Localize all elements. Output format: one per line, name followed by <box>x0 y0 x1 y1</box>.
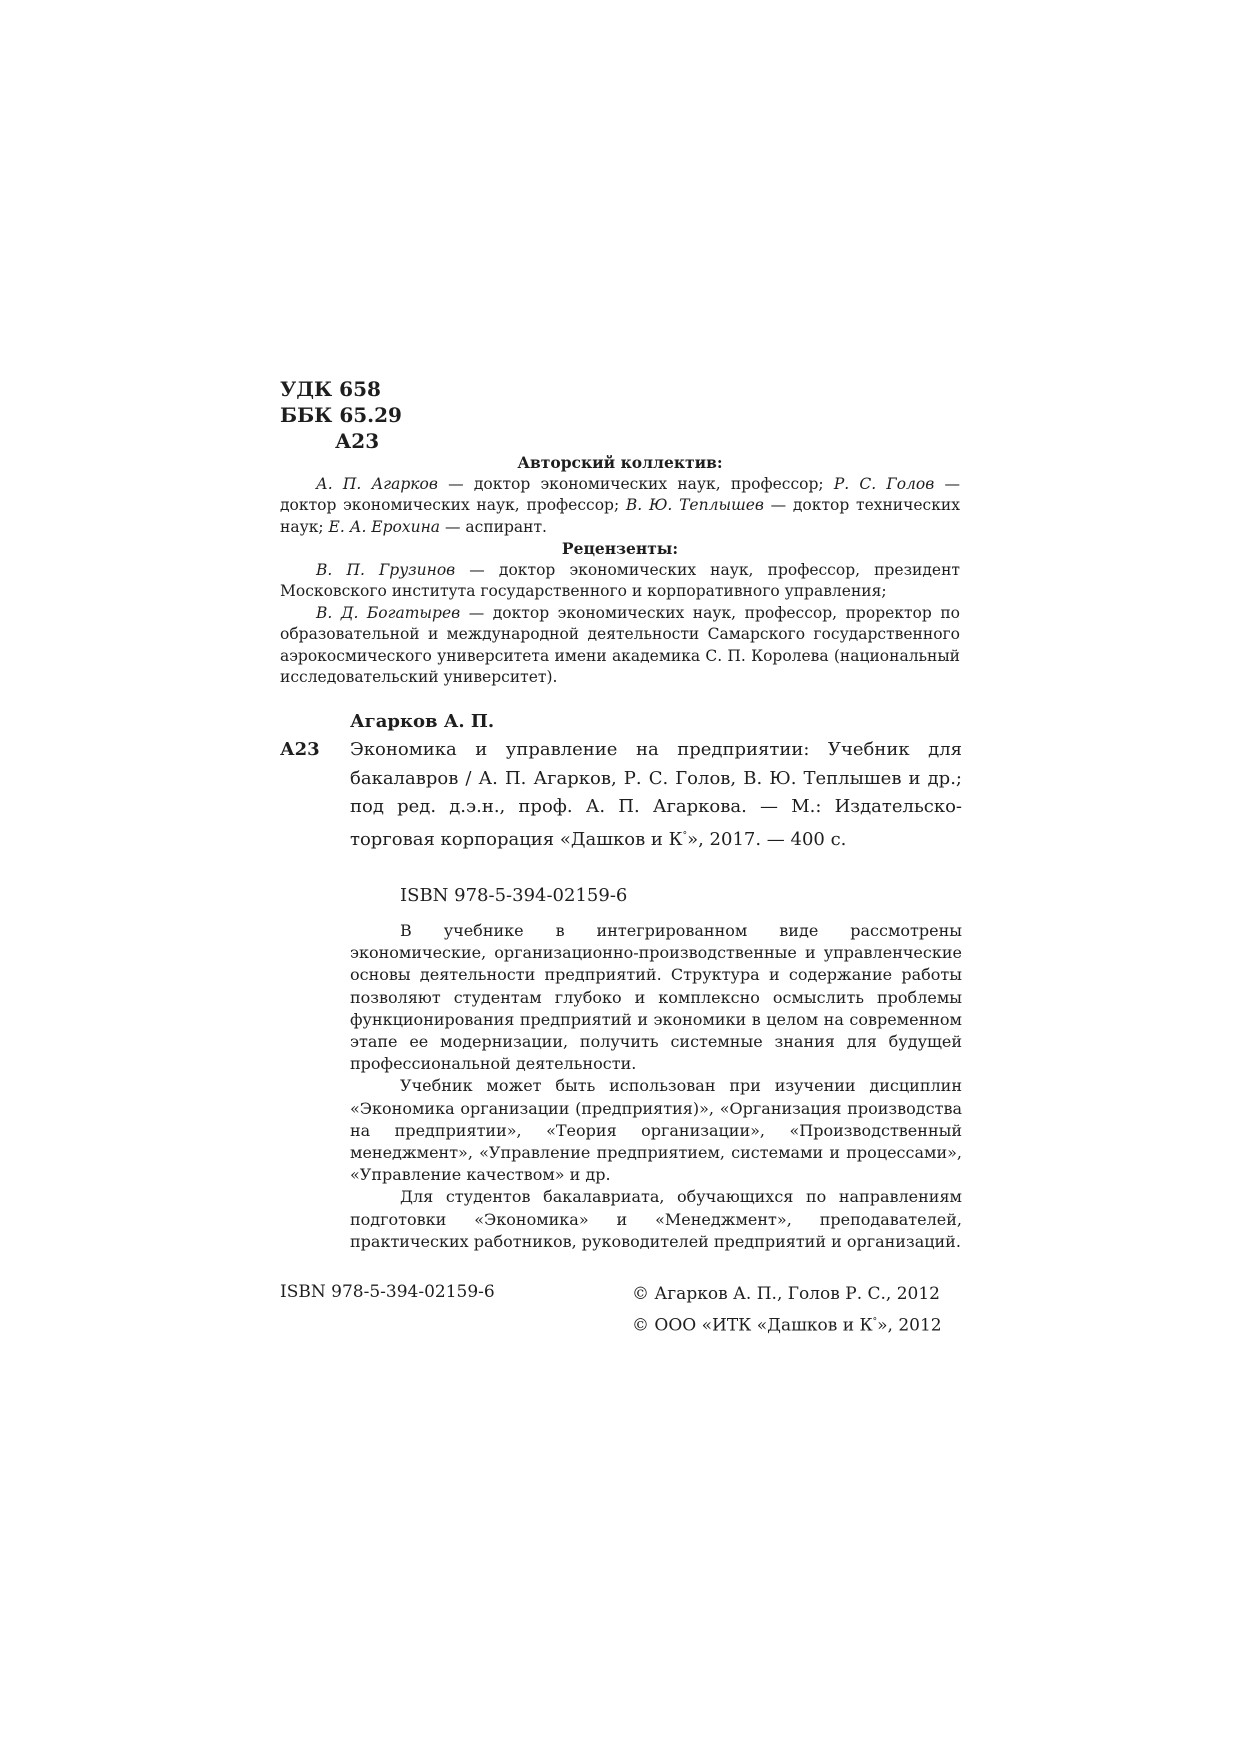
left-author-sign: А23 <box>280 739 320 760</box>
copyright-line <box>632 1308 942 1340</box>
bbk-code: ББК 65.29 <box>280 403 402 427</box>
reviewer-desc: — доктор экономических наук, профессор, проректор по образовательной и международной деятельности Самарского государственного аэрокосмического университета имени академика С. П. Королева (национальный исследовательский университет). <box>280 603 960 686</box>
biblio-text: Экономика и управление на предприятии: Учебник для бакалавров / А. П. Агарков, Р. С. Голов, В. Ю. Теплышев и др.; под ред. д.э.н., проф. А. П. Агаркова. — М.: Издательско-торговая корпорация «Дашков и К <box>350 739 962 850</box>
bibliographic-description <box>350 736 962 854</box>
author-name: Е. А. Ерохина <box>328 517 441 536</box>
copyright-text-end: », 2012 <box>877 1315 942 1336</box>
bottom-isbn: ISBN 978-5-394-02159-6 <box>280 1282 495 1302</box>
author-sign: А23 <box>335 429 380 453</box>
author-name: А. П. Агарков <box>316 474 438 493</box>
main-author: Агарков А. П. <box>350 711 495 732</box>
isbn: ISBN 978-5-394-02159-6 <box>400 885 628 906</box>
copyright-line: © Агарков А. П., Голов Р. С., 2012 <box>632 1284 940 1304</box>
author-desc: — доктор технических наук; <box>280 496 961 536</box>
author-desc: — доктор экономических наук, профессор; <box>437 474 834 493</box>
annotation <box>350 920 962 1253</box>
degree-mark: ° <box>682 830 688 841</box>
reviewer-desc: — доктор экономических наук, профессор, президент Московского института государственного и корпоративного управления; <box>280 560 960 600</box>
annotation-paragraph: Для студентов бакалавриата, обучающихся по направлениям подготовки «Экономика» и «Менеджмент», преподавателей, практических работников, руководителей предприятий и организаций. <box>350 1187 962 1251</box>
copyright-text: © ООО «ИТК «Дашков и К <box>632 1315 873 1336</box>
author-name: Р. С. Голов <box>833 474 935 493</box>
reviewer-name: В. П. Грузинов <box>316 560 456 579</box>
degree-mark: ° <box>872 1317 878 1327</box>
authors-section <box>280 452 960 689</box>
annotation-paragraph: В учебнике в интегрированном виде рассмотрены экономические, организационно-производственные и управленческие основы деятельности предприятий. Структура и содержание работы позволяют студентам глубоко и комплексно осмыслить проблемы функционирования предприятий и экономики в целом на современном этапе ее модернизации, получить системные знания для будущей профессиональной деятельности. <box>350 921 962 1074</box>
author-desc: — доктор экономических наук, профессор; <box>280 474 960 514</box>
reviewer-entry <box>280 560 960 603</box>
author-desc: — аспирант. <box>440 517 547 536</box>
authors-heading: Авторский коллектив: <box>517 453 723 472</box>
annotation-paragraph: Учебник может быть использован при изучении дисциплин «Экономика организации (предприятия)», «Организация производства на предприятии», «Теория организации», «Производственный менеджмент», «Управление предприятием, системами и процессами», «Управление качеством» и др. <box>350 1076 962 1185</box>
copyright-block <box>632 1280 942 1340</box>
udk-code: УДК 658 <box>280 377 381 401</box>
reviewer-entry <box>280 603 960 689</box>
author-name: В. Ю. Теплышев <box>625 496 764 514</box>
authors-list <box>280 474 960 539</box>
reviewers-heading: Рецензенты: <box>561 539 679 558</box>
reviewer-name: В. Д. Богатырев <box>316 603 461 622</box>
biblio-text-end: », 2017. — 400 с. <box>687 828 847 850</box>
classification-codes <box>280 376 402 454</box>
